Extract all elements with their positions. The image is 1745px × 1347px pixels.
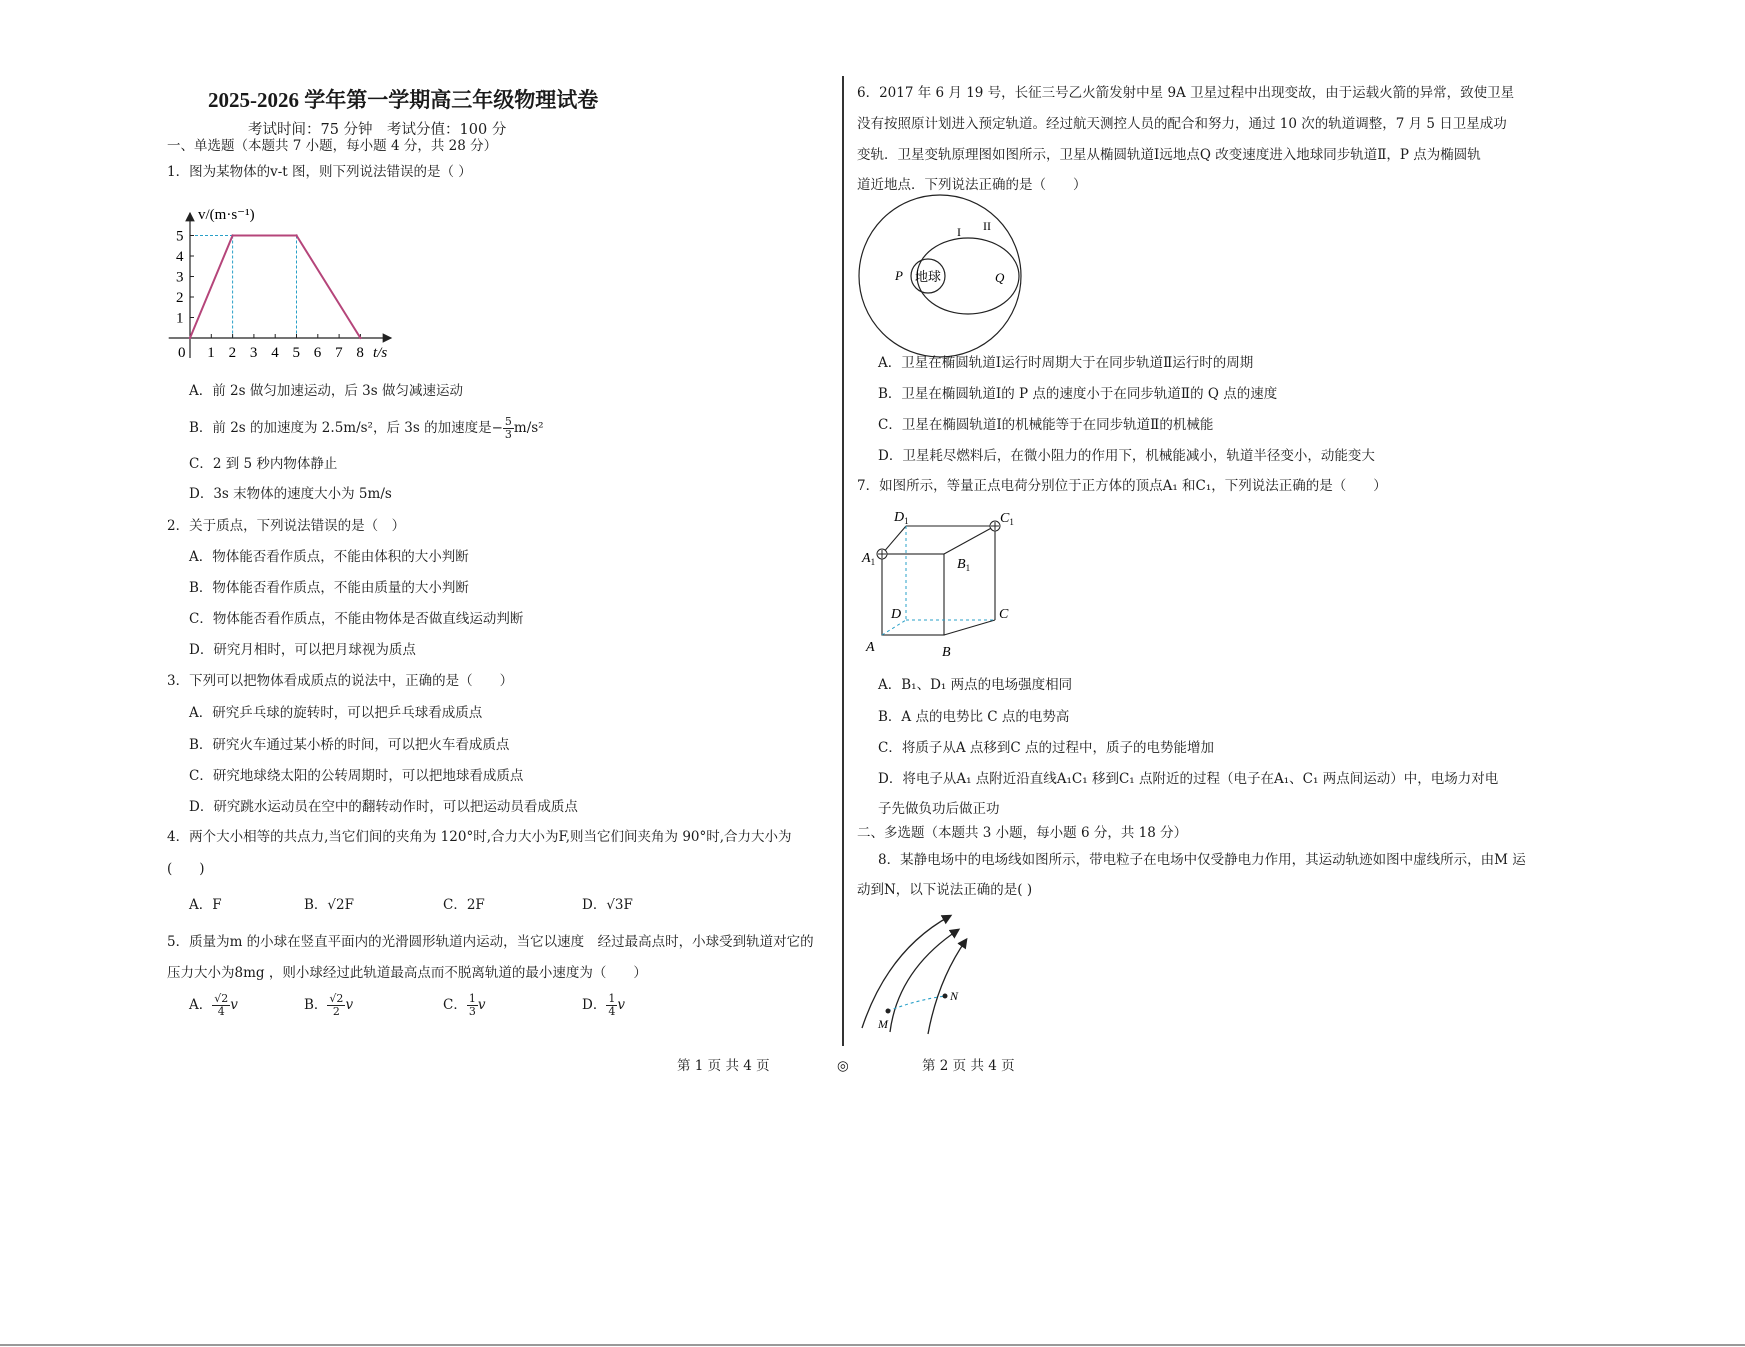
q1-option-b-fraction [503,416,514,441]
q5-option-c [443,993,485,1018]
x-tick-label-5: 5 [292,345,300,361]
q1-option-b [189,416,544,441]
point-n [943,994,948,999]
section-1-heading: 一、单选题（本题共 7 小题，每小题 4 分，共 28 分） [167,138,498,154]
q5-d-num: 1 [608,992,616,1005]
field-lines-diagram [858,910,978,1035]
vertex-b: B [942,645,951,660]
q8-stem-line2: 动到N，以下说法正确的是( ) [857,882,1033,898]
q5-stem-line2: 压力大小为8mg ，则小球经过此轨道最高点而不脱离轨道的最小速度为（ ） [167,965,647,981]
q6-line1: 6．2017 年 6 月 19 号，长征三号乙火箭发射中星 9A 卫星过程中出现变故，由于运载火箭的异常，致使卫星 [857,85,1515,101]
q5-b-fraction [327,993,345,1018]
x-tick-label-2: 2 [228,345,237,361]
q5-option-a [189,993,238,1018]
vertex-c1: $C_1$ [1000,511,1014,527]
q6-line4: 道近地点．下列说法正确的是（ ） [857,177,1087,193]
x-tick-label-8: 8 [356,345,364,361]
q3-option-b: B．研究火车通过某小桥的时间，可以把火车看成质点 [189,737,510,753]
cube-diagram [858,508,1018,663]
vt-point-2 [295,234,297,236]
q3-option-a: A．研究乒乓球的旋转时，可以把乒乓球看成质点 [189,705,483,721]
y-axis-label: v/(m·s⁻¹) [198,207,255,223]
orbit-diagram [858,206,1018,346]
q6-option-c: C．卫星在椭圆轨道Ⅰ的机械能等于在同步轨道Ⅱ的机械能 [878,417,1214,433]
column-divider [842,76,844,1046]
y-tick-label-1: 1 [176,310,184,327]
q3-option-d: D．研究跳水运动员在空中的翻转动作时，可以把运动员看成质点 [189,799,578,815]
q7-option-a: A．B₁、D₁ 两点的电场强度相同 [878,677,1073,693]
q8-stem-line1: 8．某静电场中的电场线如图所示，带电粒子在电场中仅受静电力作用，其运动轨迹如图中虚线所示，由M 运 [878,852,1526,868]
q6-option-a: A．卫星在椭圆轨道Ⅰ运行时周期大于在同步轨道Ⅱ运行时的周期 [878,355,1254,371]
footer-binding-mark: ◎ [837,1058,849,1074]
q4-paren: ( ) [167,861,205,877]
bottom-rule [0,1344,1745,1346]
q4-option-a: A．F [189,897,222,913]
q5-stem-line1: 5．质量为m 的小球在竖直平面内的光滑圆形轨道内运动，当它以速度 经过最高点时，小球受到轨道对它的 [167,934,814,950]
q5-d-den: 4 [608,1005,616,1018]
q7-stem: 7．如图所示，等量正点电荷分别位于正方体的顶点A₁ 和C₁，下列说法正确的是（ ） [857,478,1387,494]
vt-chart [160,190,430,365]
q5-c-fraction [467,993,478,1018]
q6-line3: 变轨．卫星变轨原理图如图所示，卫星从椭圆轨道Ⅰ远地点Q 改变速度进入地球同步轨道Ⅱ，P 点为椭圆轨 [857,147,1481,163]
point-p-label: P [895,268,903,283]
vertex-a1: $A_1$ [862,551,876,567]
q5-a-num: √2 [214,992,229,1005]
q1-option-b-unit: m/s² [513,420,544,436]
q5-c-den: 3 [468,1005,476,1018]
q2-option-d: D．研究月相时，可以把月球视为质点 [189,642,416,658]
q4-option-d: D．√3F [582,897,633,913]
exam-title: 2025-2026 学年第一学期高三年级物理试卷 [208,88,599,112]
q7-option-c: C．将质子从A 点移到C 点的过程中，质子的电势能增加 [878,740,1214,756]
q3-option-c: C．研究地球绕太阳的公转周期时，可以把地球看成质点 [189,768,524,784]
orbit-i-label: I [957,225,961,239]
cube-edge-b1c1 [944,526,995,554]
vertex-d1: $D_1$ [894,510,909,526]
q1-stem: 1．图为某物体的v-t 图，则下列说法错误的是（ ） [167,164,472,180]
vertex-b1: $B_1$ [957,557,971,573]
q5-c-label: C． [443,997,467,1013]
q1-option-b-sign: − [491,420,503,436]
q6-line2: 没有按照原计划进入预定轨道。经过航天测控人员的配合和努力，通过 10 次的轨道调整，7 月 5 日卫星成功 [857,116,1507,132]
q5-b-num: √2 [329,992,344,1005]
q4-stem: 4．两个大小相等的共点力,当它们间的夹角为 120°时,合力大小为F,则当它们间夹角为 90°时,合力大小为 [167,829,792,845]
q5-a-den: 4 [217,1005,225,1018]
q5-option-d [582,993,625,1018]
field-line-2 [890,930,958,1032]
cube-edge-a1d1 [882,526,906,554]
y-tick-label-5: 5 [176,228,184,245]
earth-label: 地球 [915,269,942,284]
q6-option-d: D．卫星耗尽燃料后，在微小阻力的作用下，机械能减小，轨道半径变小，动能变大 [878,448,1375,464]
x-axis-label: t/s [373,345,388,361]
q5-a-v: v [230,997,238,1013]
q1-option-c: C．2 到 5 秒内物体静止 [189,456,338,472]
x-tick-label-7: 7 [335,345,343,361]
vt-point-0 [189,337,191,339]
q1-option-d: D．3s 末物体的速度大小为 5m/s [189,486,392,502]
exam-meta: 考试时间：75 分钟 考试分值：100 分 [248,122,507,138]
q1-option-a: A．前 2s 做匀加速运动，后 3s 做匀减速运动 [189,383,463,399]
q5-d-label: D． [582,997,607,1013]
q3-stem: 3．下列可以把物体看成质点的说法中，正确的是（ ） [167,673,514,689]
q6-option-b: B．卫星在椭圆轨道Ⅰ的 P 点的速度小于在同步轨道Ⅱ的 Q 点的速度 [878,386,1278,402]
vertex-c: C [999,607,1009,622]
q5-option-b [304,993,353,1018]
vertex-a: A [866,640,875,655]
point-m-label: M [878,1017,888,1031]
q4-option-c: C．2F [443,897,485,913]
q2-option-c: C．物体能否看作质点，不能由物体是否做直线运动判断 [189,611,524,627]
y-tick-label-4: 4 [176,249,184,265]
q5-c-v: v [477,997,486,1013]
q5-b-label: B． [304,997,328,1013]
q1-option-b-num: 5 [504,415,512,428]
footer-page-left: 第 1 页 共 4 页 [677,1058,770,1074]
vertex-d: D [891,607,902,622]
vt-point-3 [359,337,361,339]
q5-a-fraction [212,993,230,1018]
cube-edge-bc [944,620,995,635]
q5-b-v: v [345,997,354,1013]
q5-b-den: 2 [332,1005,340,1018]
x-tick-label-6: 6 [313,345,322,361]
q5-d-fraction [606,993,617,1018]
q7-option-d-line2: 子先做负功后做正功 [878,801,1000,817]
y-tick-label-3: 3 [176,269,184,286]
point-n-label: N [950,989,959,1003]
q4-option-b: B．√2F [304,897,354,913]
orbit-ii-label: II [983,219,991,233]
q7-option-b: B．A 点的电势比 C 点的电势高 [878,709,1070,725]
field-line-1 [862,916,950,1028]
vt-series-line [190,236,360,339]
vt-point-1 [231,234,233,236]
q2-option-b: B．物体能否看作质点，不能由质量的大小判断 [189,580,469,596]
footer-page-right: 第 2 页 共 4 页 [922,1058,1015,1074]
x-tick-label-3: 3 [249,345,258,361]
field-line-3 [928,940,966,1034]
q5-c-num: 1 [468,992,476,1005]
point-m [886,1009,891,1014]
x-tick-label-1: 1 [207,345,215,361]
q7-option-d-line1: D．将电子从A₁ 点附近沿直线A₁C₁ 移到C₁ 点附近的过程（电子在A₁、C₁ 两点间运动）中，电场力对电 [878,771,1499,787]
x-tick-label-4: 4 [271,345,279,361]
x-tick-label-0: 0 [178,345,186,361]
q5-a-label: A． [189,997,213,1013]
cube-front-face [882,554,944,635]
q2-option-a: A．物体能否看作质点，不能由体积的大小判断 [189,549,469,565]
q1-option-b-den: 3 [504,428,512,441]
section-2-heading: 二、多选题（本题共 3 小题，每小题 6 分，共 18 分） [857,825,1188,841]
point-q-label: Q [995,270,1005,285]
q2-stem: 2．关于质点，下列说法错误的是（ ） [167,518,406,534]
cube-hidden-ad [882,620,906,635]
q5-d-v: v [617,997,625,1013]
q1-option-b-text: B．前 2s 的加速度为 2.5m/s²，后 3s 的加速度是 [189,420,492,436]
y-tick-label-2: 2 [176,290,184,306]
